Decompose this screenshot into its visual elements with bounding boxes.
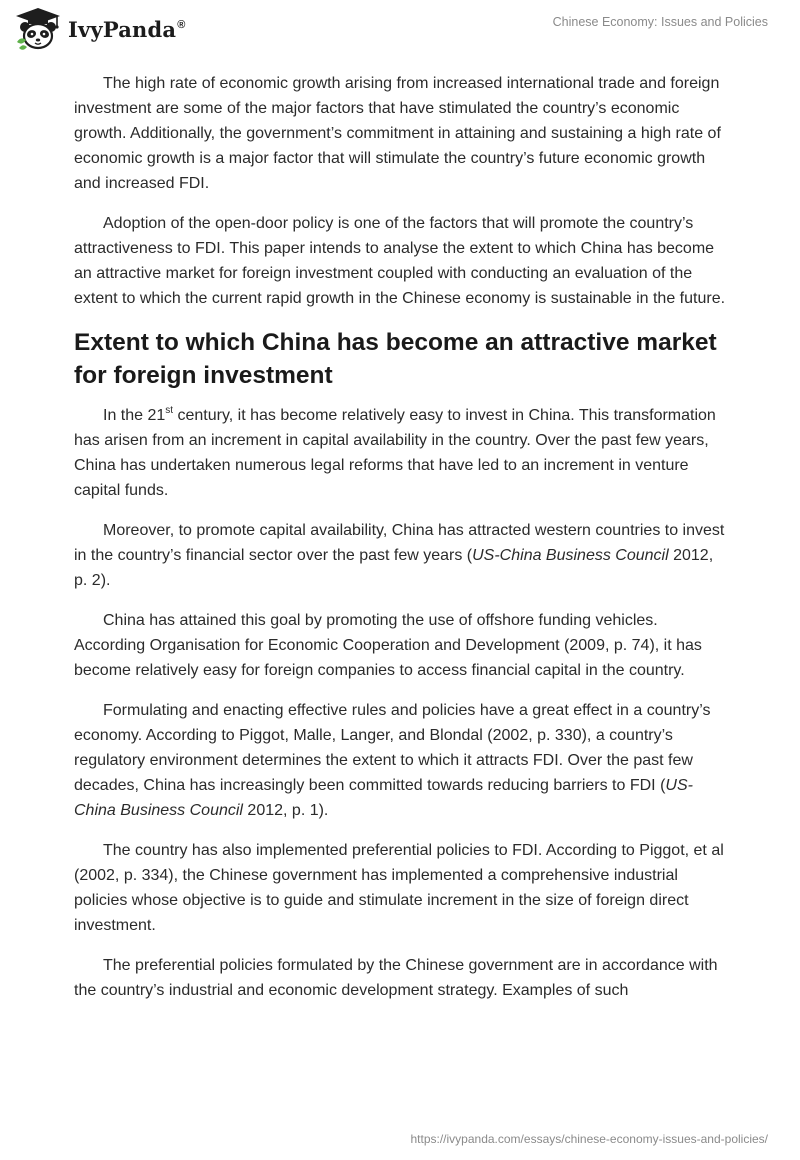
essay-content <box>74 71 726 1018</box>
paragraph-4: Moreover, to promote capital availability, China has attracted western countries to invest in the country’s financial sector over the past few years (US-China Business Council 2012, p. 2). <box>74 522 725 589</box>
source-url-link[interactable]: https://ivypanda.com/essays/chinese-economy-issues-and-policies/ <box>410 1132 768 1146</box>
ordinal-superscript: st <box>165 405 174 416</box>
paragraph-1: The high rate of economic growth arising from increased international trade and foreign investment are some of the major factors that have stimulated the country’s economic growth. Additionally, the government’s commitment in attaining and sustaining a high rate of economic growth is a major factor that will stimulate the country’s future economic growth and increased FDI. <box>74 75 721 192</box>
brand-name: IvyPanda® <box>68 16 186 42</box>
panda-graduate-icon <box>14 6 62 52</box>
brand-logo[interactable] <box>14 6 186 52</box>
paragraph-3: In the 21st century, it has become relatively easy to invest in China. This transformation has arisen from an increment in capital availability in the country. Over the past few years, China has undertaken numerous legal reforms that have led to an increment in venture capital funds. <box>74 405 716 499</box>
registered-mark: ® <box>177 18 186 31</box>
page-header <box>0 0 800 64</box>
paragraph-8: The preferential policies formulated by the Chinese government are in accordance with the country’s industrial and economic development strategy. Examples of such <box>74 957 718 999</box>
document-title: Chinese Economy: Issues and Policies <box>552 15 768 29</box>
paragraph-6: Formulating and enacting effective rules and policies have a great effect in a country’s economy. According to Piggot, Malle, Langer, and Blondal (2002, p. 330), a country’s regulatory environment determines the extent to which it attracts FDI. Over the past few decades, China has increasingly been committed towards reducing barriers to FDI (US-China Business Council 2012, p. 1). <box>74 702 711 819</box>
citation-source: US-China Business Council <box>74 777 693 819</box>
paragraph-5: China has attained this goal by promoting the use of offshore funding vehicles. According Organisation for Economic Cooperation and Development (2009, p. 74), it has become relatively easy for foreign companies to access financial capital in the country. <box>74 612 702 679</box>
section-heading: Extent to which China has become an attractive market for foreign investment <box>74 329 717 389</box>
paragraph-7: The country has also implemented preferential policies to FDI. According to Piggot, et al (2002, p. 334), the Chinese government has implemented a comprehensive industrial policies whose objective is to guide and stimulate increment in the size of foreign direct investment. <box>74 842 724 934</box>
citation-source: US-China Business Council <box>472 547 669 564</box>
paragraph-2: Adoption of the open-door policy is one of the factors that will promote the country’s attractiveness to FDI. This paper intends to analyse the extent to which China has become an attractive market for foreign investment coupled with conducting an evaluation of the extent to which the current rapid growth in the Chinese economy is sustainable in the future. <box>74 215 726 307</box>
